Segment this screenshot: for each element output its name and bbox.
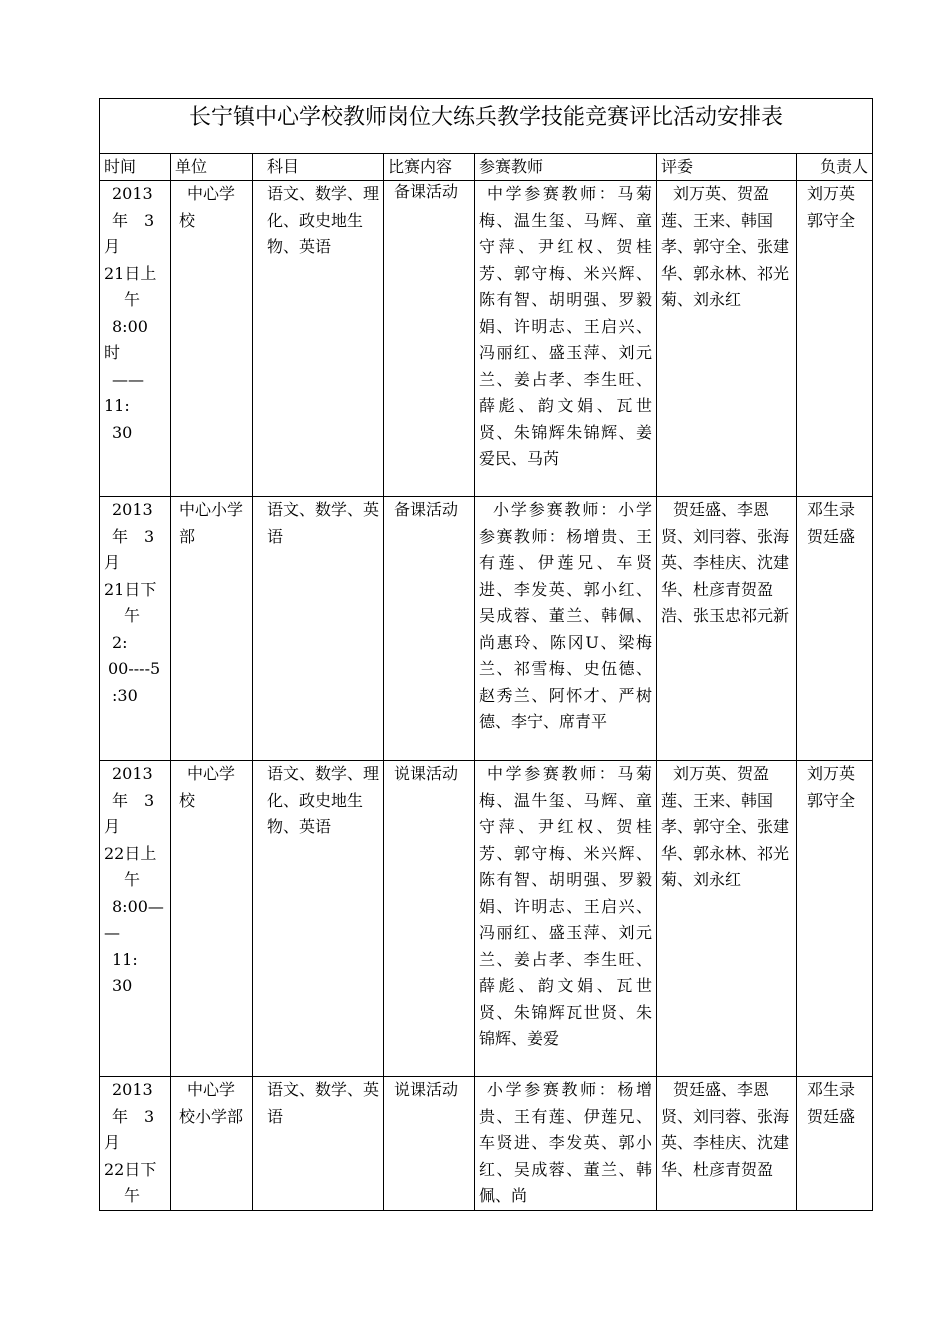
unit-cell: 中心学校小学部 [171, 1077, 253, 1211]
time-line: 年 3 [112, 1106, 155, 1126]
time-line: 22日下 [104, 1159, 157, 1179]
time-line: 午 [124, 606, 141, 625]
time-line: 8:00— [112, 896, 164, 916]
time-line: 2013 [112, 184, 153, 203]
subject-cell: 语文、数学、理化、政史地生物、英语 [253, 761, 384, 1077]
header-content: 比赛内容 [384, 154, 475, 181]
schedule-sheet [99, 98, 872, 1211]
time-line: 30 [112, 422, 133, 442]
unit-cell: 中心学校 [171, 761, 253, 1077]
teachers-cell: 小学参赛教师：小学参赛教师：杨增贵、王有莲、伊莲兄、车贤进、李发英、郭小红、吴成蓉、董兰、韩佩、尚惠玲、陈冈U、梁梅兰、祁雪梅、史伍德、赵秀兰、阿怀才、严树德、李宁、席青平 [475, 497, 657, 761]
header-teachers: 参赛教师 [475, 154, 657, 181]
subject-cell: 语文、数学、理化、政史地生物、英语 [253, 181, 384, 497]
teachers-cell: 中学参赛教师：马菊梅、温生玺、马辉、童守萍、尹红权、贺桂芳、郭守梅、米兴辉、陈有智、胡明强、罗毅娟、许明志、王启兴、冯丽红、盛玉萍、刘元兰、姜占孝、李生旺、薛彪、韵文娟、瓦世贤、朱锦辉朱锦辉、姜爱民、马芮 [475, 181, 657, 497]
content-cell: 备课活动 [384, 497, 475, 761]
subject-cell: 语文、数学、英语 [253, 1077, 384, 1211]
leader-cell: 邓生录贺廷盛 [797, 1077, 873, 1211]
teachers-cell: 小学参赛教师：杨增贵、王有莲、伊莲兄、车贤进、李发英、郭小红、吴成蓉、董兰、韩佩、尚 [475, 1077, 657, 1211]
content-cell: 说课活动 [384, 1077, 475, 1211]
time-cell [100, 497, 171, 761]
time-line: 2: [112, 632, 128, 652]
schedule-table [99, 98, 873, 1211]
time-line: 午 [124, 870, 141, 889]
judges-cell: 贺廷盛、李恩贤、刘冃蓉、张海英、李桂庆、沈建华、杜彦青贺盈 [657, 1077, 797, 1211]
time-line: 年 3 [112, 526, 155, 546]
subject-cell: 语文、数学、英语 [253, 497, 384, 761]
time-line: — [104, 923, 120, 942]
header-unit: 单位 [171, 154, 253, 181]
time-line: 2013 [112, 500, 153, 519]
time-line: 30 [112, 976, 133, 995]
leader-cell: 邓生录贺廷盛 [797, 497, 873, 761]
time-line: 月 [104, 817, 121, 836]
time-cell [100, 181, 171, 497]
time-line: 2013 [112, 1080, 153, 1099]
time-line: 21日上 [104, 263, 157, 283]
content-cell: 备课活动 [384, 181, 475, 497]
time-line: 年 3 [112, 790, 155, 810]
header-time: 时间 [100, 154, 171, 181]
content-cell: 说课活动 [384, 761, 475, 1077]
time-line: 年 3 [112, 210, 155, 230]
time-line: 8:00 [112, 316, 148, 336]
time-line: 午 [124, 290, 141, 309]
header-row [100, 154, 873, 181]
time-line: 2013 [112, 764, 153, 783]
teachers-cell: 中学参赛教师：马菊梅、温牛玺、马辉、童守萍、尹红权、贺桂芳、郭守梅、米兴辉、陈有智、胡明强、罗毅娟、许明志、王启兴、冯丽红、盛玉萍、刘元兰、姜占孝、李生旺、薛彪、韵文娟、瓦世贤、朱锦辉瓦世贤、朱锦辉、姜爱 [475, 761, 657, 1077]
table-row [100, 761, 873, 1077]
judges-cell: 贺廷盛、李恩贤、刘冃蓉、张海英、李桂庆、沈建华、杜彦青贺盈浩、张玉忠祁元新 [657, 497, 797, 761]
time-line: 21日下 [104, 579, 157, 599]
judges-cell: 刘万英、贺盈莲、王来、韩国孝、郭守全、张建华、郭永林、祁光菊、刘永红 [657, 761, 797, 1077]
time-line: :30 [112, 685, 138, 705]
time-line: 月 [104, 237, 121, 256]
time-line: 11: [104, 396, 130, 415]
time-line: 月 [104, 553, 121, 572]
unit-cell: 中心小学部 [171, 497, 253, 761]
header-judges: 评委 [657, 154, 797, 181]
table-row [100, 181, 873, 497]
time-cell [100, 1077, 171, 1211]
time-line: 22日上 [104, 843, 157, 863]
table-row [100, 497, 873, 761]
time-line: 00----5 [108, 659, 161, 678]
leader-cell: 刘万英郭守全 [797, 761, 873, 1077]
time-line: 11: [112, 949, 138, 969]
time-line: 月 [104, 1133, 121, 1152]
header-subject: 科目 [253, 154, 384, 181]
unit-cell: 中心学校 [171, 181, 253, 497]
table-title: 长宁镇中心学校教师岗位大练兵教学技能竞赛评比活动安排表 [100, 99, 873, 154]
time-line: —— [112, 369, 144, 389]
time-line: 时 [104, 343, 121, 362]
leader-cell: 刘万英郭守全 [797, 181, 873, 497]
judges-cell: 刘万英、贺盈莲、王来、韩国孝、郭守全、张建华、郭永林、祁光菊、刘永红 [657, 181, 797, 497]
time-line: 午 [124, 1186, 141, 1205]
time-cell [100, 761, 171, 1077]
header-leader: 负责人 [797, 154, 873, 181]
table-row [100, 1077, 873, 1211]
